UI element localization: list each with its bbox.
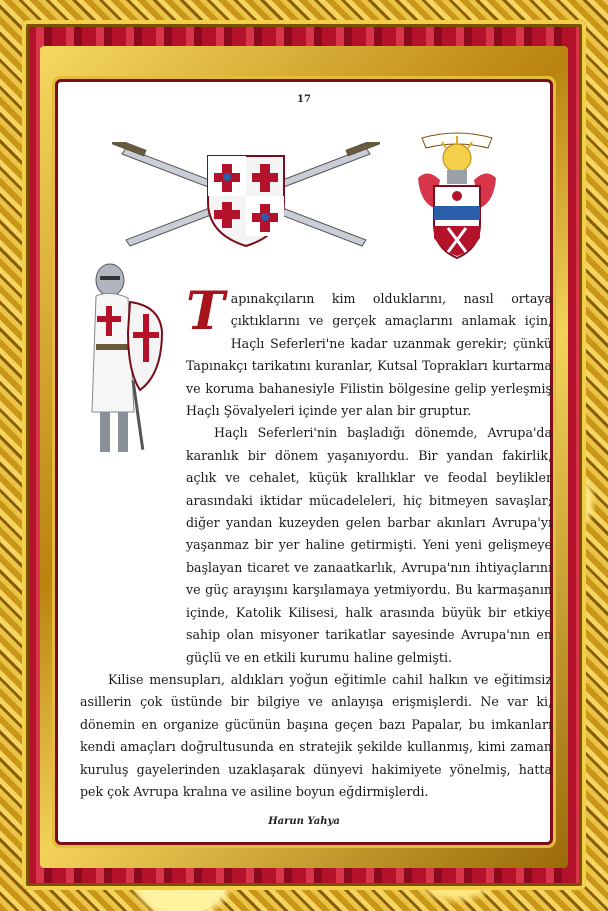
body-text: [80, 281, 552, 803]
drop-cap: T: [186, 281, 225, 342]
heraldic-crest-icon: [414, 128, 500, 266]
footer-author: Harun Yahya: [268, 816, 340, 827]
paragraph-3: Kilise mensupları, aldıkları yoğun eğitimle cahil halkın ve eğitimsiz asillerin çok üstünde bir bilgiye ve anlayışa erişmişlerdi. Ne var ki, dönemin en organize gücünün başına geçen bazı Papalar, bu imkanları kendi amaçları doğrultusunda en stratejik şekilde kullanmış, kimi zaman kuruluş gayelerinden uzaklaşarak dünyevi hakimiyete yönelmiş, hatta pek çok Avrupa kralına ve asiline boyun eğdirmişlerdi.: [80, 671, 552, 799]
paragraph-1-text: apınakçıların kim olduklarını, nasıl ortaya çıktıklarını ve gerçek amaçlarını anlamak için, Haçlı Seferleri'ne kadar uzanmak gerekir; çünkü Tapınakçı tarikatını kuranlar, Kutsal Toprakları kurtarma ve koruma bahanesiyle Filistin bölgesine gelip yerleşmiş Haçlı Şövalyeleri içinde yer alan bir gruptur.: [186, 291, 552, 419]
crossed-swords-shield-icon: [112, 142, 380, 254]
page-number: 17: [297, 94, 311, 105]
paragraph-2: Haçlı Seferleri'nin başladığı dönemde, Avrupa'da karanlık bir dönem yaşanıyordu. Bir yandan fakirlik, açlık ve cehalet, küçük krallıklar ve feodal beylikler arasındaki iktidar mücadeleleri, hiç bitmeyen savaşlar; diğer yandan kuzeyden gelen barbar akınları Avrupa'yı yaşanmaz bir yer haline getirmişti. Yeni yeni gelişmeye başlayan ticaret ve zanaatkarlık, Avrupa'nın ihtiyaçlarını ve güç arayışını karşılamaya yetmiyordu. Bu karmaşanın içinde, Katolik Kilisesi, halk arasında büyük bir etkiye sahip olan misyoner tarikatlar sayesinde Avrupa'nın en güçlü ve en etkili kurumu haline gelmişti.: [186, 425, 552, 665]
paragraph-1: [80, 281, 552, 422]
